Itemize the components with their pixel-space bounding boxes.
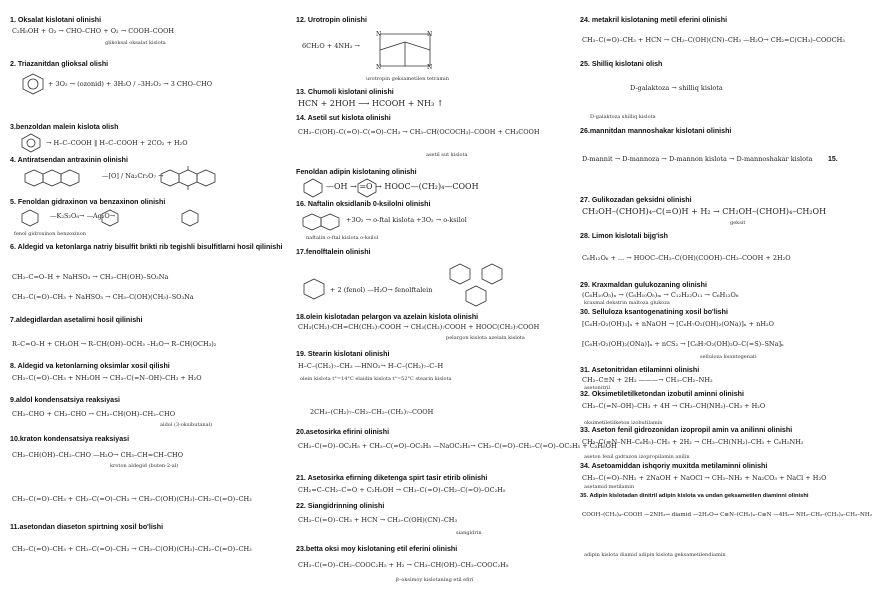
reaction-4 bbox=[10, 156, 284, 180]
reaction-13 bbox=[296, 88, 572, 108]
reaction-caption: siangidrin bbox=[456, 530, 482, 536]
reaction-19 bbox=[296, 350, 572, 416]
reaction-title: 13. Chumoli kislotani olinishi bbox=[296, 88, 394, 96]
reaction-title: 30. Selluloza ksantogenatining xosil bo'lishi bbox=[580, 308, 728, 316]
reaction-title: 5. Fenoldan gidraxinon va benzaxinon olinishi bbox=[10, 198, 166, 206]
reaction-equation: CH₃–C(=O)–CH₃ + HCN → CH₃–C(OH)(CN)–CH₃ bbox=[298, 516, 458, 524]
benzoquinone-icon bbox=[180, 208, 200, 228]
reaction-10 bbox=[10, 435, 284, 503]
reaction-31 bbox=[580, 366, 838, 391]
reaction-29 bbox=[580, 281, 838, 306]
reaction-14 bbox=[296, 114, 572, 158]
reaction-title: 9.aldol kondensatsiya reaksiyasi bbox=[10, 396, 121, 404]
reaction-22 bbox=[296, 502, 572, 536]
reaction-equation: HCN + 2HOH ⟶ HCOOH + NH₃ ↑ bbox=[298, 99, 444, 108]
reaction-caption: aseton fenil gidrazon izopropilamin anilin bbox=[584, 454, 690, 460]
reaction-2 bbox=[10, 60, 284, 88]
column-left bbox=[10, 0, 284, 596]
reaction-title: 20.asetosirka efirini olinishi bbox=[296, 428, 390, 436]
reaction-title: 17.fenolftalein olinishi bbox=[296, 248, 371, 256]
reaction-equation: +3O₂ → o-ftal kislota +3O₂ → o-ksilol bbox=[346, 216, 467, 224]
reaction-title: 2. Triazanitdan glioksal olishi bbox=[10, 60, 109, 68]
reaction-equation: CH₂OH–(CHOH)₄–C(=O)H + H₂ → CH₂OH–(CHOH)₄–CH₂OH bbox=[582, 207, 827, 216]
reaction-16 bbox=[296, 200, 572, 241]
reaction-caption: glikoksal oksalat kislota bbox=[105, 40, 166, 46]
reaction-caption: fenol gidroxinon benzoxinon bbox=[14, 231, 86, 237]
reaction-equation: CH₃–C(OH)–C(=O)–C(=O)–CH₃ → CH₃–CH(OCOCH₃)–COOH + CH₃COOH bbox=[298, 128, 540, 136]
reaction-title: 18.olein kislotadan pelargon va azelain kislota olinishi bbox=[296, 313, 479, 321]
reaction-title: 22. Siangidrinning olinishi bbox=[296, 502, 385, 510]
reaction-equation: CH₂=C–CH₂–C=O + C₂H₅OH → CH₃–C(=O)–CH₂–C(=O)–OC₂H₅ bbox=[298, 486, 506, 494]
reaction-caption: olein kislota t°=14°C elaidin kislota t°=52°C stearin kislota bbox=[300, 376, 452, 382]
reaction-30 bbox=[580, 308, 838, 360]
reaction-title: Fenoldan adipin kislotaning olinishi bbox=[296, 168, 417, 176]
reaction-24 bbox=[580, 16, 845, 44]
reaction-12 bbox=[296, 16, 572, 82]
reaction-title: 24. metakril kislotaning metil eferini olinishi bbox=[580, 16, 728, 24]
reaction-equation: CH₃–C(=O)–CH₃ + CH₃–C(=O)–CH₃ → CH₃–C(OH)(CH₃)–CH₂–C(=O)–CH₃ bbox=[12, 545, 252, 553]
reaction-title: 34. Asetoamiddan ishqoriy muxitda metilaminni olinishi bbox=[580, 462, 768, 470]
column-right bbox=[580, 0, 872, 596]
reaction-title: 32. Oksimetiletilketondan izobutil aminni olinishi bbox=[580, 390, 744, 398]
reaction-caption: adipin kislota diamid adipin kislota geksametilendiamin bbox=[584, 552, 726, 558]
reaction-caption: urotropin geksametilen tetramin bbox=[366, 76, 449, 82]
reaction-caption: β–oksimoy kislotaning etil efiri bbox=[396, 577, 474, 583]
reaction-equation: D-galaktoza → shilliq kislota bbox=[630, 84, 723, 92]
reaction-equation: CH₃–C(=N–OH)–CH₃ + 4H → CH₃–CH(NH₂)–CH₃ + H₂O bbox=[582, 402, 766, 410]
reaction-caption: naftalin o-ftal kislota o-ksilol bbox=[306, 235, 379, 241]
reaction-equation: R–C=O–H + CH₃OH → R–CH(OH)–OCH₃ –H₂O→ R–CH(OCH₃)₂ bbox=[12, 340, 217, 348]
reaction-15 bbox=[296, 168, 572, 191]
reaction-3 bbox=[10, 123, 284, 147]
reaction-equation: CH₃–C(=O)–CH₃ + NH₂OH → CH₃–C(=N–OH)–CH₃ + H₂O bbox=[12, 374, 202, 382]
reaction-caption: aldol (3-oksibutanal) bbox=[160, 422, 213, 428]
reaction-25 bbox=[580, 60, 838, 120]
reaction-caption: D-galaktoza shilliq kislota bbox=[590, 114, 656, 120]
reaction-caption: pelargon kislota azelain kislota bbox=[446, 335, 525, 341]
reaction-1 bbox=[10, 16, 284, 46]
reaction-title: 16. Naftalin oksidlanib 0-ksilolni olinishi bbox=[296, 200, 431, 208]
reaction-equation: [C₆H₇O₂(OH)₃]ₙ + nNaOH → [C₆H₇O₂(OH)₂(ONa)]ₙ + nH₂O bbox=[582, 320, 774, 328]
reaction-title: 14. Asetil sut kislota olinishi bbox=[296, 114, 391, 122]
reaction-title: 31. Asetonitridan etilaminni olinishi bbox=[580, 366, 700, 374]
reaction-equation: + 2 (fenol) —H₂O→ fenolftalein bbox=[330, 286, 433, 294]
reaction-caption: asetonitril bbox=[584, 385, 610, 391]
svg-text:N: N bbox=[376, 31, 382, 38]
anthracene-icon bbox=[24, 168, 88, 188]
reaction-equation: CH₃–C(=O)–CH₂–COOC₂H₅ + H₂ → CH₃–CH(OH)–CH₂–COOC₂H₅ bbox=[298, 561, 509, 569]
reaction-equation: CH₃–C(=O)–CH₃ + HCN → CH₃–C(OH)(CN)–CH₃ —H₂O→ CH₂=C(CH₃)–COOCH₃ bbox=[582, 36, 845, 44]
anthraquinone-icon bbox=[160, 166, 224, 190]
reaction-28 bbox=[580, 232, 838, 262]
reaction-33 bbox=[580, 426, 838, 460]
reaction-title: 33. Aseton fenil gidrozonidan izopropil amin va anilinni olinishi bbox=[580, 426, 793, 434]
reaction-title: 8. Aldegid va ketonlarning oksimlar xosil qilishi bbox=[10, 362, 170, 370]
benzene-ring-icon bbox=[20, 72, 46, 96]
reaction-caption: asetamid metilamin bbox=[584, 484, 635, 490]
reaction-caption: kroton aldegid (buten-2-al) bbox=[110, 463, 179, 469]
svg-text:N: N bbox=[376, 64, 382, 71]
reaction-5 bbox=[10, 198, 284, 237]
reaction-20 bbox=[296, 428, 617, 450]
reaction-equation: (C₆H₁₀O₅)ₙ → (C₆H₁₀O₅)ₘ → C₁₂H₂₂O₁₁ → C₆H₁₂O₆ bbox=[582, 291, 739, 299]
naphthalene-icon bbox=[302, 212, 342, 232]
reaction-title: 21. Asetosirka efirning diketenga spirt tasir etirib olinishi bbox=[296, 474, 488, 482]
reaction-equation-2: [C₆H₇O₂(OH)₂(ONa)]ₙ + nCS₂ → [C₆H₇O₂(OH)₂O–C(=S)–SNa]ₙ bbox=[582, 340, 784, 348]
reaction-equation: CH₃–CHO + CH₃–CHO → CH₃–CH(OH)–CH₂–CHO bbox=[12, 410, 176, 418]
reaction-equation: CH₃–C(=O)–NH₂ + 2NaOH + NaOCl → CH₃–NH₂ + Na₂CO₃ + NaCl + H₂O bbox=[582, 474, 827, 482]
reaction-title: 27. Gulikozadan geksidni olinishi bbox=[580, 196, 692, 204]
item-number-15: 15. bbox=[828, 156, 838, 163]
reaction-caption: asetil sut kislota bbox=[426, 152, 468, 158]
reaction-title: 3.benzoldan malein kislota olish bbox=[10, 123, 119, 131]
urotropin-structure-icon bbox=[370, 28, 440, 72]
reaction-title: 11.asetondan diaseton spirtning xosil bo'lishi bbox=[10, 523, 164, 531]
reaction-equation: D-mannit → D-mannoza → D-mannon kislota → D-mannoshakar kislota bbox=[582, 155, 813, 163]
reaction-35 bbox=[580, 492, 872, 558]
reaction-title: 23.betta oksi moy kislotaning etil eferini olinishi bbox=[296, 545, 458, 553]
reaction-27 bbox=[580, 196, 838, 226]
reaction-equation: H–C–(CH₂)₇–CH₃ —HNO₂→ H–C–(CH₂)₇–C–H bbox=[298, 362, 444, 370]
reaction-title: 4. Antiratsendan antraxinin olinishi bbox=[10, 156, 128, 164]
reaction-equation-2: 2CH₃–(CH₂)₇–CH₂–CH₂–(CH₂)₇–COOH bbox=[310, 408, 434, 416]
reaction-equation: C₆H₁₂O₆ + ... → HOOC–CH₂–C(OH)(COOH)–CH₂–COOH + 2H₂O bbox=[582, 254, 791, 262]
reaction-equation: CH₃–C≡N + 2H₂ ———→ CH₃–CH₂–NH₂ bbox=[582, 376, 713, 384]
reaction-equation: CH₃–C(=N–NH–C₆H₅)–CH₃ + 2H₂ → CH₃–CH(NH₂)–CH₃ + C₆H₅NH₂ bbox=[582, 438, 804, 446]
reaction-equation-2: CH₃–C(=O)–CH₃ + NaHSO₃ → CH₃–C(OH)(CH₃)–SO₃Na bbox=[12, 293, 194, 301]
reaction-caption: geksit bbox=[730, 220, 746, 226]
reaction-7 bbox=[10, 316, 284, 348]
reaction-title: 1. Oksalat kislotani olinishi bbox=[10, 16, 102, 24]
reaction-title: 6. Aldegid va ketonlarga natriy bisulfit brikti rib tegishli bisulfitlarni hosil qilinishi bbox=[10, 243, 283, 251]
reaction-18 bbox=[296, 313, 572, 341]
reaction-title: 26.mannitdan mannoshakar kislotani olinishi bbox=[580, 127, 732, 135]
reaction-title: 29. Kraxmaldan gulukozaning olinishi bbox=[580, 281, 707, 289]
svg-text:N: N bbox=[427, 64, 433, 71]
reaction-title: 19. Stearin kislotani olinishi bbox=[296, 350, 390, 358]
reaction-17 bbox=[296, 248, 572, 294]
reaction-title: 35. Adipin kislotadan dinitril adipin kislota va undan geksametilen diaminni olinishi bbox=[580, 493, 809, 499]
reaction-equation: → H–C–COOH ‖ H–C–COOH + 2CO₂ + H₂O bbox=[46, 139, 188, 147]
reaction-23 bbox=[296, 545, 572, 583]
reaction-6 bbox=[10, 243, 284, 301]
cyclohexanol-icon bbox=[302, 178, 324, 198]
reaction-title: 7.aldegidlardan asetalirni hosil qilinishi bbox=[10, 316, 143, 324]
reaction-title: 25. Shilliq kislotani olish bbox=[580, 60, 663, 68]
reaction-title: 10.kraton kondensatsiya reaksiyasi bbox=[10, 435, 130, 443]
reaction-equation: —OH → =O → HOOC—(CH₂)₄—COOH bbox=[326, 182, 479, 191]
reaction-21 bbox=[296, 474, 572, 494]
reaction-equation-extra: CH₃–C(=O)–CH₃ + CH₃–C(=O)–CH₃ → CH₃–C(OH)(CH₃)–CH₂–C(=O)–CH₃ bbox=[12, 495, 252, 503]
reaction-title: 12. Urotropin olinishi bbox=[296, 16, 367, 24]
reaction-equation: CH₃–C(=O)–OC₂H₅ + CH₃–C(=O)–OC₂H₅ —NaOC₂H₅→ CH₃–C(=O)–CH₂–C(=O)–OC₂H₅ + C₂H₅OH bbox=[298, 442, 617, 450]
reaction-equation: CH₃–C=O–H + NaHSO₃ → CH₃–CH(OH)–SO₃Na bbox=[12, 273, 169, 281]
reaction-equation: CH₃–CH(OH)–CH₂–CHO —H₂O→ CH₃–CH=CH–CHO bbox=[12, 451, 184, 459]
phenol-icon bbox=[20, 208, 40, 228]
reaction-11 bbox=[10, 523, 284, 553]
reaction-equation: C₂H₅OH + O₂ → CHO–CHO + O₂ → COOH–COOH bbox=[12, 27, 175, 35]
reaction-32 bbox=[580, 390, 838, 426]
reaction-equation: CH₃(CH₂)₇CH=CH(CH₂)₇COOH → CH₃(CH₂)₇COOH + HOOC(CH₂)₇COOH bbox=[298, 323, 540, 331]
reaction-9 bbox=[10, 396, 284, 428]
benzene-ring-icon bbox=[20, 133, 42, 153]
reaction-caption: selluloza ksantogenati bbox=[700, 354, 757, 360]
reaction-caption: kraxmal dekstrin maltoza glukoza bbox=[584, 300, 670, 306]
reaction-equation: —[O] / Na₂Cr₂O₇ → bbox=[102, 172, 164, 180]
reaction-8 bbox=[10, 362, 284, 382]
svg-text:N: N bbox=[427, 31, 433, 38]
phenolphthalein-icon bbox=[446, 260, 506, 310]
reaction-equation: COOH–(CH₂)₄–COOH —2NH₃→ diamid —2H₂O→ C≡N–(CH₂)₄–C≡N —4H₂→ NH₂–CH₂–(CH₂)₄–CH₂–NH₂ bbox=[582, 512, 872, 518]
reaction-equation: + 3O₃ → (ozonid) + 3H₂O / –3H₂O₂ → 3 CHO–CHO bbox=[48, 80, 213, 88]
reaction-equation: —K₂S₂O₈→ —Ag₂O→ bbox=[50, 212, 116, 220]
reaction-title: 28. Limon kislotali bijg'ish bbox=[580, 232, 669, 240]
reaction-34 bbox=[580, 462, 838, 490]
reaction-caption: oksimetiletilketon izobutilamin bbox=[584, 420, 663, 426]
phthalic-anhydride-icon bbox=[302, 278, 326, 300]
reaction-equation: 6CH₂O + 4NH₃ → bbox=[302, 42, 360, 50]
